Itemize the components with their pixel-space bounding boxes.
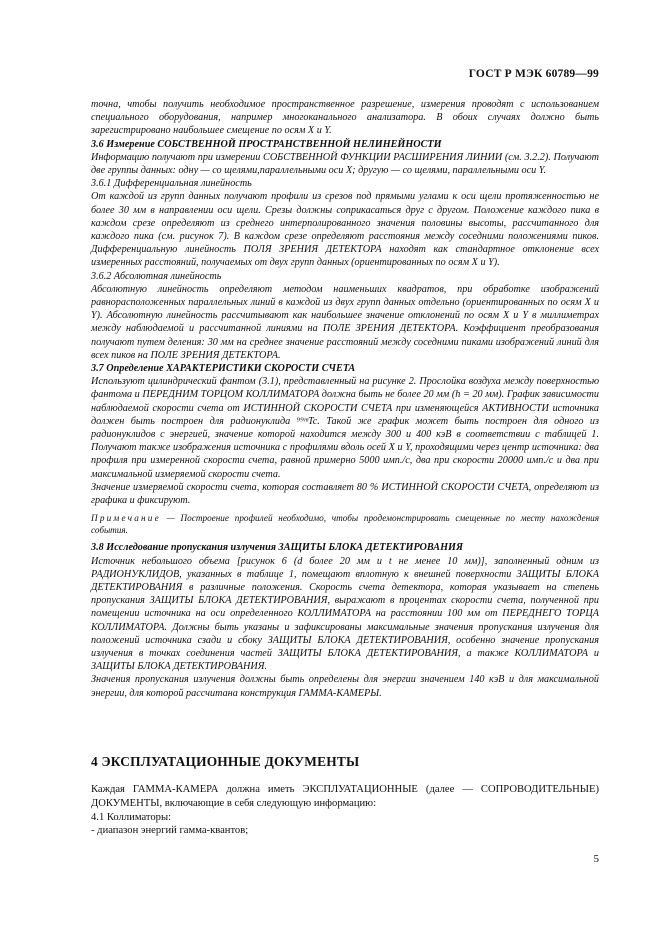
note [91,512,599,536]
note-label: Примечание [91,513,161,524]
section-4-title: 4 ЭКСПЛУАТАЦИОННЫЕ ДОКУМЕНТЫ [91,754,360,769]
section-3-6-2-title: 3.6.2 Абсолютная линейность [91,270,222,282]
section-3-8-paragraph-2: Значения пропускания излучения должны быть определены для энергии значением 140 кэВ и для максимальной энергии, для которой рассчитана конструкция ГАММА-КАМЕРЫ. [91,674,599,699]
section-3-7-title: 3.7 Определение ХАРАКТЕРИСТИКИ СКОРОСТИ СЧЕТА [91,363,356,375]
section-3-8-paragraph-1: Источник небольшого объема [рисунок 6 (d более 20 мм и t не менее 10 мм)], заполненный одним из РАДИОНУКЛИДОВ, указанных в таблице 1, помещают вплотную к внешней поверхности ЗАЩИТЫ БЛОКА ДЕТЕКТИРОВАНИЯ в различные положения. Скорость счета детектора, которая указывает на степень пропускания ЗАЩИТЫ БЛОКА ДЕТЕКТИРОВАНИЯ, выражают в процентах скорости счета, полученной при помещении источника на оси определенного КОЛЛИМАТОРА на расстоянии 100 мм от ПЕРЕДНЕГО ТОРЦА КОЛЛИМАТОРА. Должны быть указаны и зафиксированы максимальные значения пропускания излучения для положений источника сзади и сбоку ЗАЩИТЫ БЛОКА ДЕТЕКТИРОВАНИЯ, особенно значение пропускания излучения в точках соединения частей ЗАЩИТЫ БЛОКА ДЕТЕКТИРОВАНИЯ, а также КОЛЛИМАТОРА и ЗАЩИТЫ БЛОКА ДЕТЕКТИРОВАНИЯ. [91,555,599,673]
section-4-paragraph: Каждая ГАММА-КАМЕРА должна иметь ЭКСПЛУАТАЦИОННЫЕ (далее — СОПРОВОДИТЕЛЬНЫЕ) ДОКУМЕНТЫ, включающие в себя следующую информацию: [91,784,599,809]
section-3-6-paragraph: Информацию получают при измерении СОБСТВЕННОЙ ФУНКЦИИ РАСШИРЕНИЯ ЛИНИИ (см. 3.2.2). Получают две группы данных: одну — со щелями,параллельными оси X; другую — со щелями, параллельными оси Y. [91,151,599,177]
section-3-7-paragraph-2: Значение измеряемой скорости счета, которая составляет 80 % ИСТИННОЙ СКОРОСТИ СЧЕТА, определяют из графика и фиксируют. [91,481,599,507]
section-3-6-1-paragraph: От каждой из групп данных получают профили из срезов под прямыми углами к оси щели протяженностью не более 30 мм в направлении оси щели. Срезы должны соприкасаться друг с другом. Положение каждого пика в каждом срезе определяют из среднего интерполированного значения половины высоты, рассчитанного для каждого пика (см. рисунок 7). В каждом срезе определяют расстояния между соседними положениями пиков. Дифференциальную линейность ПОЛЯ ЗРЕНИЯ ДЕТЕКТОРА находят как стандартное отклонение всех измеренных расстояний, получаемых от двух групп данных (ориентированных по осям X и Y). [91,191,599,269]
section-4-1-item: - диапазон энергий гамма-квантов; [91,825,249,837]
section-3-6-title-text: 3.6 Измерение СОБСТВЕННОЙ ПРОСТРАНСТВЕННОЙ НЕЛИНЕЙНОСТИ [91,138,442,150]
paragraph-intro: точна, чтобы получить необходимое пространственное разрешение, измерения проводят с использованием специального оборудования, например многоканального анализатора. В обоих случаях должно быть зарегистрировано наибольшее смещение по осям X и Y. [91,99,599,137]
section-3-6-2-paragraph: Абсолютную линейность определяют методом наименьших квадратов, при обработке изображений равнорасположенных параллельных линий в каждой из двух групп данных отдельно (ориентированных по осям X и Y). Абсолютную линейность рассчитывают как наибольшее значение отклонений по осям X и Y в миллиметрах между наблюдаемой и рассчитанной линиями на ПОЛЕ ЗРЕНИЯ ДЕТЕКТОРА. Коэффициент преобразования получают путем деления: 30 мм на среднее значение расстояний между соседними пиками изображений линий для всех пиков на ПОЛЕ ЗРЕНИЯ ДЕТЕКТОРА. [91,283,599,361]
section-3-6-title [91,138,599,151]
section-3-6-1-title: 3.6.1 Дифференциальная линейность [91,178,252,190]
standard-header: ГОСТ Р МЭК 60789—99 [468,68,599,80]
section-4-1-title: 4.1 Коллиматоры: [91,811,172,823]
section-3-8-title: 3.8 Исследование пропускания излучения ЗАЩИТЫ БЛОКА ДЕТЕКТИРОВАНИЯ [91,542,463,554]
document-body [91,98,599,700]
section-4-body [91,783,599,838]
page-number: 5 [593,853,599,865]
section-3-7-paragraph-1: Используют цилиндрический фантом (3.1), представленный на рисунке 2. Прослойка воздуха между поверхностью фантома и ПЕРЕДНИМ ТОРЦОМ КОЛЛИМАТОРА должна быть не более 20 мм (h = 20 мм). График зависимости наблюдаемой скорости счета от ИСТИННОЙ СКОРОСТИ СЧЕТА при изменяющейся АКТИВНОСТИ источника должен быть построен для радионуклида ⁹⁹ᵐTc. Такой же график может быть построен для одного из радионуклидов с энергией, значение которой находится между 300 и 400 кэВ в соответствии с таблицей 1. Получают также изображения источника с профилями вдоль осей X и Y, проходящими через центр источника: два профиля при измеренной скорости счета, равной примерно 5000 имп./с, два при скорости 20000 имп./с и два при максимальной измеряемой скорости счета. [91,376,599,480]
note-text: — Построение профилей необходимо, чтобы продемонстрировать смещенные по месту нахождения события. [91,513,600,536]
